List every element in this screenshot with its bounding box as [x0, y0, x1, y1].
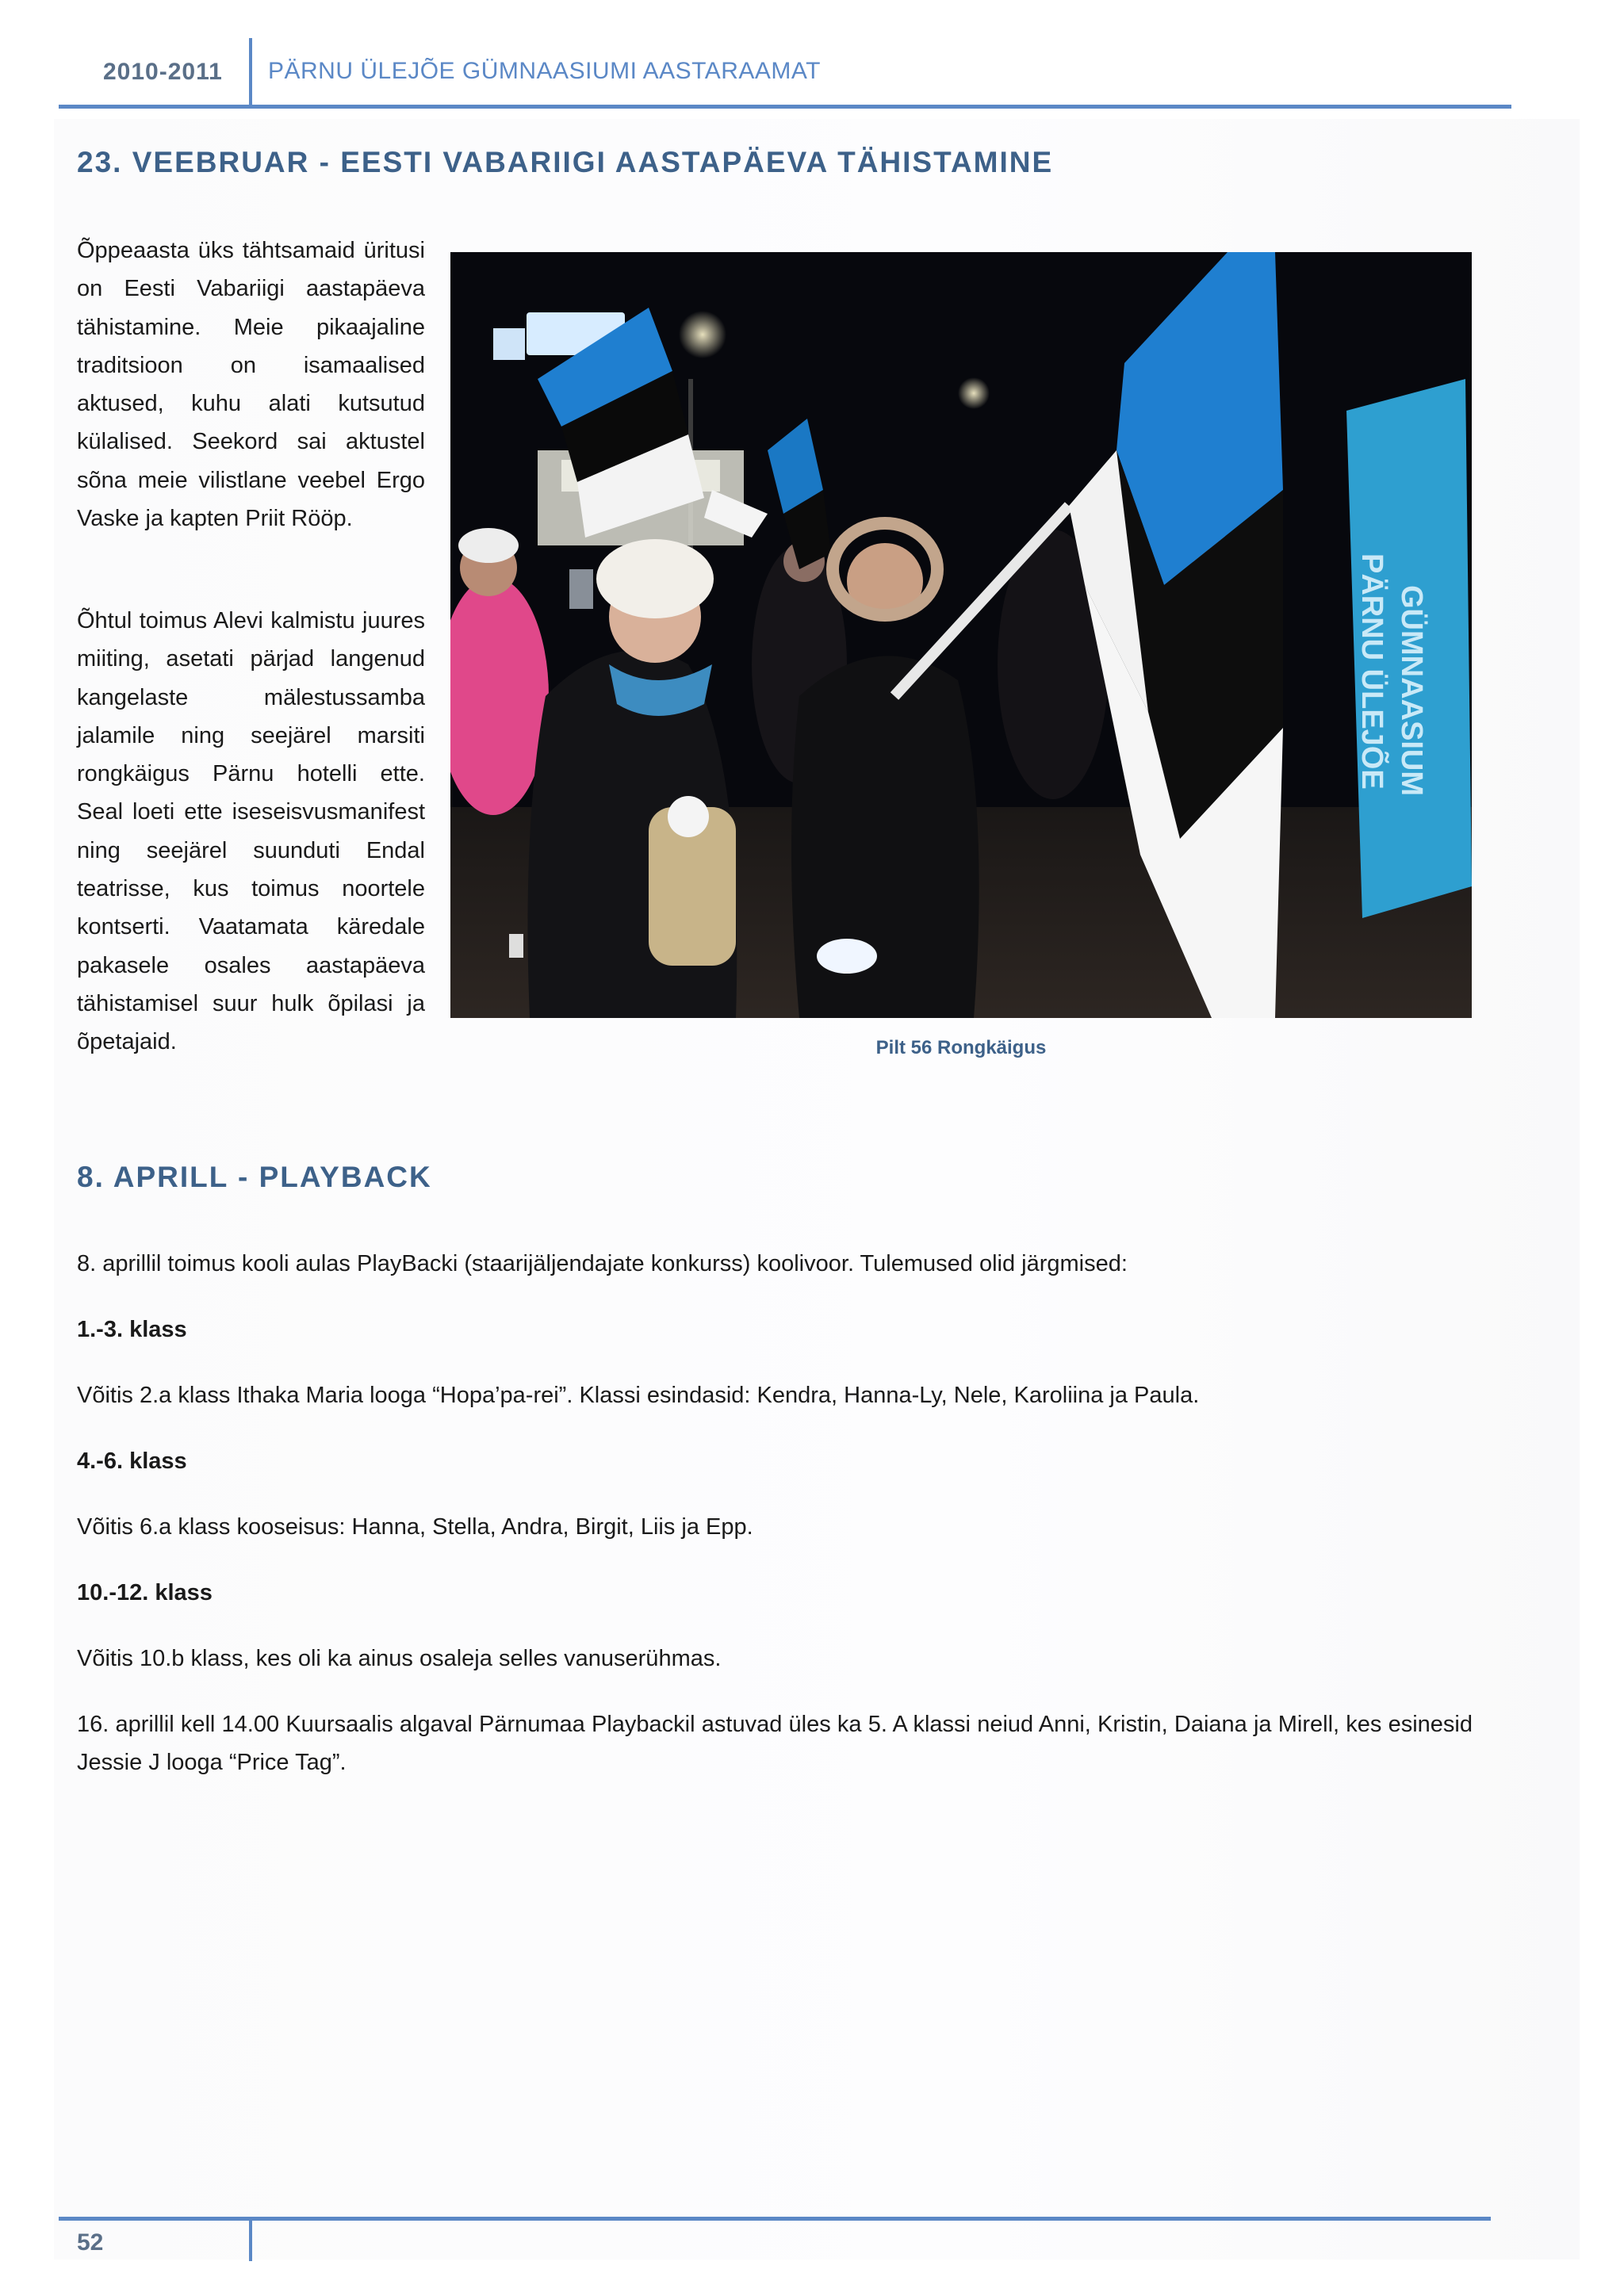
section-heading-veebruar: 23. VEEBRUAR - EESTI VABARIIGI AASTAPÄEVA TÄHISTAMINE	[77, 146, 1054, 178]
header-divider	[249, 38, 252, 108]
paragraph-intro: Õppeaasta üks tähtsamaid üritusi on Eesti Vabariigi aastapäeva tähistamine. Meie pikaajaline traditsioon on isamaalised aktused, kuhu alati kutsutud külalised. Seekord sai aktustel sõna meie vilistlane veebel Ergo Vaske ja kapten Priit Rööp.	[77, 238, 425, 532]
paragraph-evening: Õhtul toimus Alevi kalmistu juures miiting, asetati pärjad langenud kangelaste mälestussamba jalamile ning seejärel marsiti rongkäigus Pärnu hotelli ette. Seal loeti ette iseseisvusmanifest ning seejärel suunduti Endal teatrisse, kus toimus noortele kontserti. Vaatamata käredale pakasele osales aastapäeva tähistamisel suur hulk õpilasi ja õpetajaid.	[77, 608, 425, 1055]
header-rule	[59, 105, 1511, 109]
header-year: 2010-2011	[103, 59, 223, 85]
group-title-10-12: 10.-12. klass	[77, 1580, 213, 1605]
group-title-4-6: 4.-6. klass	[77, 1448, 187, 1474]
playback-intro: 8. aprillil toimus kooli aulas PlayBacki (staarijäljendajate konkurss) koolivoor. Tulemused olid järgmised:	[77, 1251, 1128, 1276]
page-number: 52	[77, 2229, 104, 2256]
banner-text-line2: GÜMNAASIUM	[1395, 585, 1428, 796]
header-title: PÄRNU ÜLEJÕE GÜMNAASIUMI AASTARAAMAT	[268, 58, 821, 84]
group-text-10-12: Võitis 10.b klass, kes oli ka ainus osaleja selles vanuserühmas.	[77, 1646, 722, 1671]
group-text-1-3: Võitis 2.a klass Ithaka Maria looga “Hopa’pa-rei”. Klassi esindasid: Kendra, Hanna-Ly, Nele, Karoliina ja Paula.	[77, 1383, 1200, 1408]
banner-text-line1: PÄRNU ÜLEJÕE	[1355, 553, 1388, 790]
group-title-1-3: 1.-3. klass	[77, 1317, 187, 1342]
footer-divider	[249, 2217, 252, 2261]
group-text-4-6: Võitis 6.a klass kooseisus: Hanna, Stella, Andra, Birgit, Liis ja Epp.	[77, 1514, 753, 1540]
playback-closing: 16. aprillil kell 14.00 Kuursaalis algaval Pärnumaa Playbackil astuvad üles ka 5. A klassi neiud Anni, Kristin, Daiana ja Mirell, kes esinesid Jessie J looga “Price Tag”.	[77, 1712, 1473, 1776]
footer-rule	[59, 2217, 1491, 2221]
photo-rongkaik	[450, 252, 1472, 1018]
photo-caption: Pilt 56 Rongkäigus	[875, 1037, 1047, 1058]
section-heading-playback: 8. APRILL - PLAYBACK	[77, 1161, 432, 1193]
